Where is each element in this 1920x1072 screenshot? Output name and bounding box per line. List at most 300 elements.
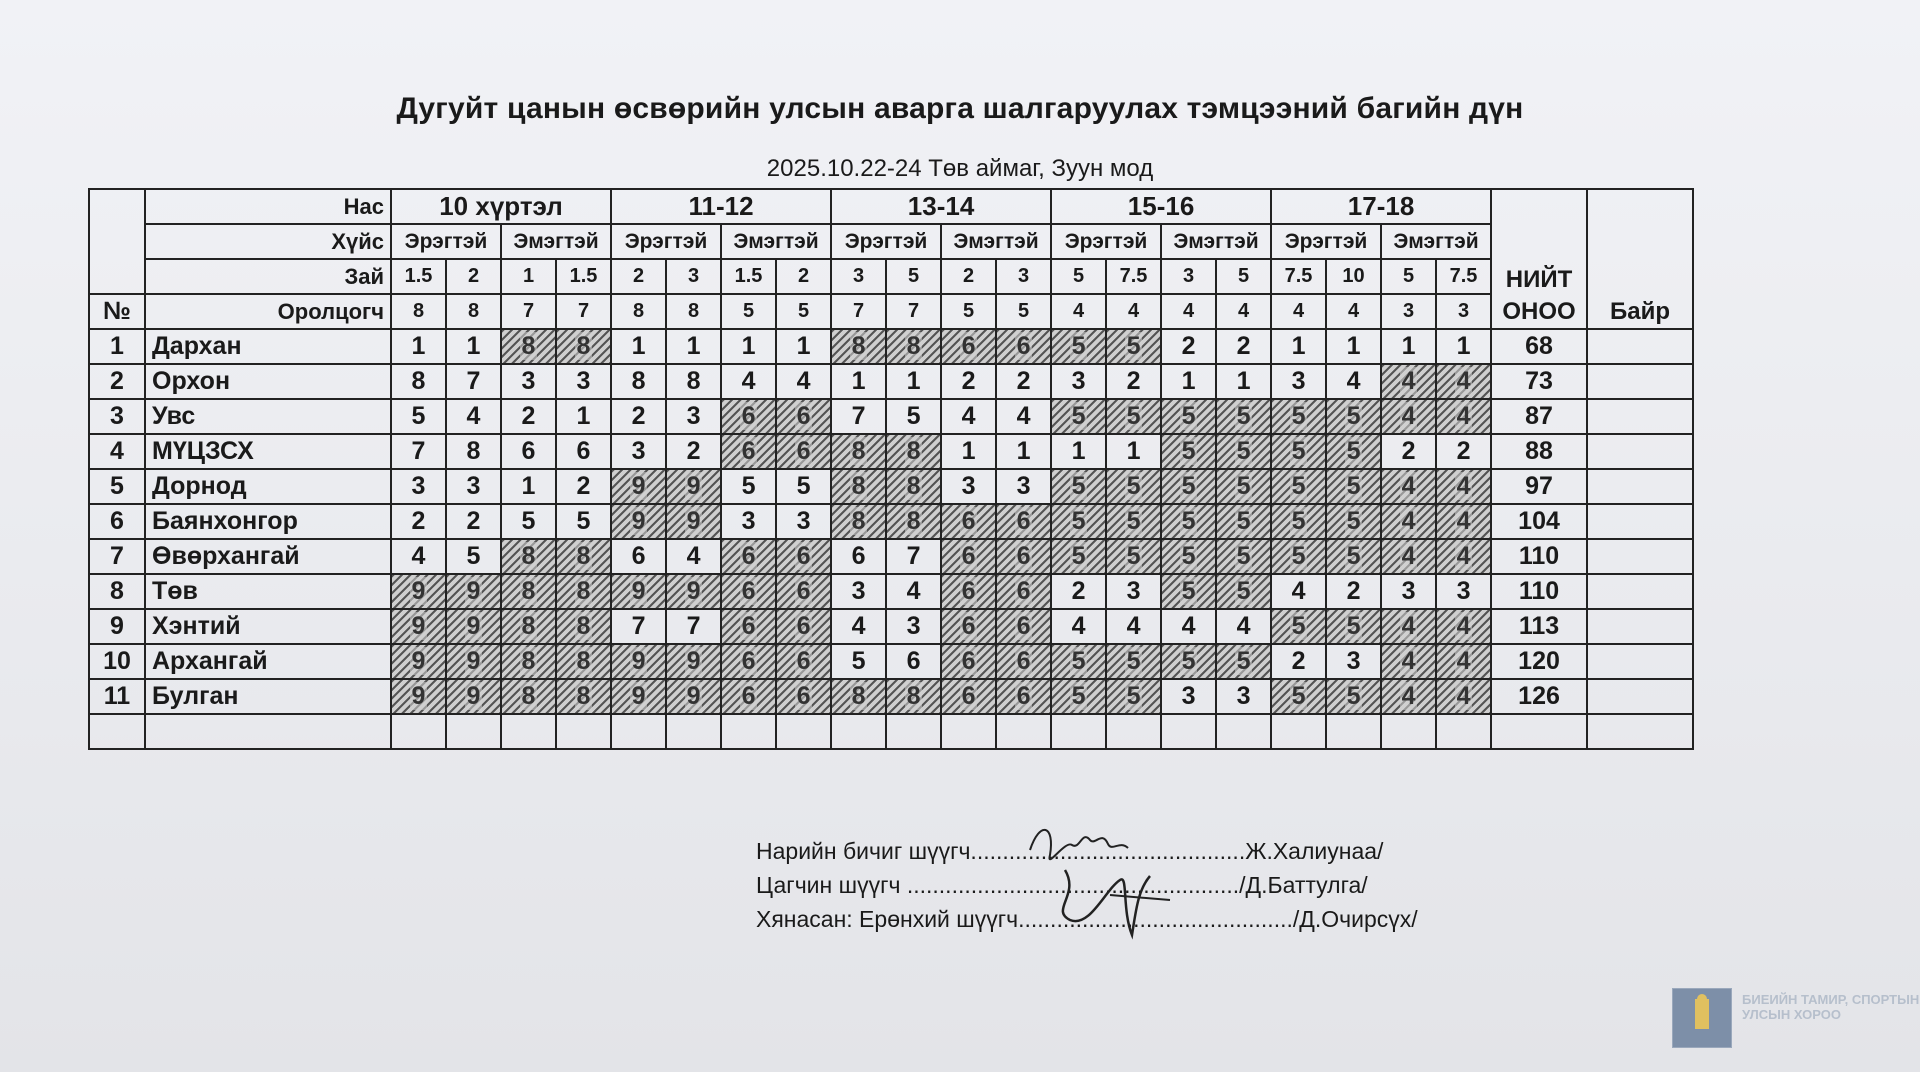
score-value: 5 bbox=[521, 507, 536, 535]
age-group-header: 13-14 bbox=[831, 189, 1051, 224]
score-value: 3 bbox=[576, 367, 591, 395]
score-value: 5 bbox=[1291, 682, 1306, 710]
score-value: 5 bbox=[1236, 542, 1251, 570]
score-cell-hatched bbox=[831, 329, 886, 364]
score-cell bbox=[666, 329, 721, 364]
distance-cell: 7.5 bbox=[1106, 259, 1161, 294]
table-row bbox=[89, 574, 1693, 609]
score-cell bbox=[1051, 364, 1106, 399]
score-cell-hatched bbox=[556, 644, 611, 679]
signature-line-timer: Цагчин шүүгч ..................................................../Д.Баттулга/ bbox=[756, 872, 1368, 898]
score-value: 3 bbox=[741, 507, 756, 535]
score-value: 8 bbox=[521, 647, 536, 675]
score-value: 3 bbox=[851, 577, 866, 605]
distance-cell: 7.5 bbox=[1436, 259, 1491, 294]
document-subtitle: 2025.10.22-24 Төв аймаг, Зуун мод bbox=[766, 155, 1154, 182]
score-cell bbox=[1106, 609, 1161, 644]
empty-cell bbox=[666, 714, 721, 749]
row-number: 8 bbox=[89, 574, 145, 609]
score-cell-hatched bbox=[1161, 644, 1216, 679]
score-cell bbox=[611, 399, 666, 434]
score-value: 5 bbox=[906, 402, 921, 430]
score-value: 4 bbox=[411, 542, 426, 570]
total-score: 88 bbox=[1491, 434, 1587, 469]
score-cell-hatched bbox=[1326, 469, 1381, 504]
row-number: 11 bbox=[89, 679, 145, 714]
score-cell-hatched bbox=[1326, 504, 1381, 539]
score-value: 5 bbox=[1181, 542, 1196, 570]
score-value: 3 bbox=[466, 472, 481, 500]
score-value: 2 bbox=[961, 367, 976, 395]
score-value: 9 bbox=[411, 577, 426, 605]
score-value: 6 bbox=[961, 612, 976, 640]
score-value: 6 bbox=[961, 332, 976, 360]
score-value: 2 bbox=[576, 472, 591, 500]
team-name: Баянхонгор bbox=[145, 504, 391, 539]
participants-cell: 4 bbox=[1271, 294, 1326, 329]
score-value: 8 bbox=[906, 507, 921, 535]
score-value: 4 bbox=[1401, 542, 1416, 570]
distance-cell: 1.5 bbox=[556, 259, 611, 294]
score-cell-hatched bbox=[1216, 434, 1271, 469]
score-cell-hatched bbox=[831, 504, 886, 539]
score-value: 8 bbox=[411, 367, 426, 395]
score-cell-hatched bbox=[391, 644, 446, 679]
empty-cell bbox=[89, 714, 145, 749]
score-cell-hatched bbox=[1161, 504, 1216, 539]
sex-header: Эмэгтэй bbox=[1381, 224, 1491, 259]
score-value: 1 bbox=[796, 332, 811, 360]
score-cell-hatched bbox=[1051, 539, 1106, 574]
score-cell bbox=[1381, 329, 1436, 364]
score-cell-hatched bbox=[666, 679, 721, 714]
score-cell bbox=[721, 469, 776, 504]
score-cell-hatched bbox=[1436, 609, 1491, 644]
score-cell bbox=[556, 364, 611, 399]
score-cell-hatched bbox=[1161, 539, 1216, 574]
score-value: 5 bbox=[1291, 507, 1306, 535]
sex-header: Эрэгтэй bbox=[1271, 224, 1381, 259]
score-cell bbox=[391, 364, 446, 399]
score-value: 9 bbox=[686, 507, 701, 535]
mongolian-emblem-logo bbox=[1672, 988, 1732, 1048]
logo-line-2: УЛСЫН ХОРОО bbox=[1742, 1007, 1841, 1022]
score-cell-hatched bbox=[1051, 504, 1106, 539]
score-value: 8 bbox=[851, 332, 866, 360]
score-value: 5 bbox=[1346, 682, 1361, 710]
score-value: 2 bbox=[521, 402, 536, 430]
team-name: Булган bbox=[145, 679, 391, 714]
score-cell bbox=[611, 364, 666, 399]
total-score: 126 bbox=[1491, 679, 1587, 714]
score-value: 4 bbox=[1456, 472, 1471, 500]
empty-cell bbox=[1381, 714, 1436, 749]
score-cell-hatched bbox=[501, 609, 556, 644]
score-cell bbox=[391, 399, 446, 434]
results-table bbox=[88, 188, 1694, 750]
score-cell bbox=[391, 469, 446, 504]
score-cell-hatched bbox=[721, 539, 776, 574]
score-cell-hatched bbox=[721, 644, 776, 679]
score-value: 4 bbox=[1236, 612, 1251, 640]
score-cell bbox=[886, 574, 941, 609]
score-value: 3 bbox=[1181, 682, 1196, 710]
score-value: 5 bbox=[466, 542, 481, 570]
score-cell-hatched bbox=[776, 399, 831, 434]
score-value: 6 bbox=[521, 437, 536, 465]
score-cell bbox=[446, 434, 501, 469]
score-cell bbox=[446, 504, 501, 539]
score-cell bbox=[501, 364, 556, 399]
score-cell-hatched bbox=[666, 574, 721, 609]
score-cell bbox=[501, 469, 556, 504]
signature-line-chief: Хянасан: Ерөнхий шүүгч.........................................../Д.Очирсүх/ bbox=[756, 906, 1418, 932]
score-value: 9 bbox=[631, 682, 646, 710]
total-score: 104 bbox=[1491, 504, 1587, 539]
score-cell bbox=[666, 364, 721, 399]
score-cell-hatched bbox=[1271, 434, 1326, 469]
place-cell bbox=[1587, 329, 1693, 364]
score-value: 8 bbox=[851, 682, 866, 710]
score-cell-hatched bbox=[1216, 469, 1271, 504]
distance-cell: 5 bbox=[1051, 259, 1106, 294]
score-cell bbox=[941, 434, 996, 469]
score-value: 1 bbox=[851, 367, 866, 395]
team-name: Орхон bbox=[145, 364, 391, 399]
score-cell-hatched bbox=[1381, 399, 1436, 434]
distance-cell: 3 bbox=[666, 259, 721, 294]
score-cell-hatched bbox=[446, 644, 501, 679]
score-value: 5 bbox=[1346, 612, 1361, 640]
score-cell bbox=[1436, 574, 1491, 609]
score-cell-hatched bbox=[611, 679, 666, 714]
score-cell bbox=[1271, 329, 1326, 364]
score-value: 4 bbox=[1126, 612, 1141, 640]
score-value: 3 bbox=[411, 472, 426, 500]
table-row bbox=[89, 504, 1693, 539]
distance-cell: 2 bbox=[776, 259, 831, 294]
participants-cell: 8 bbox=[666, 294, 721, 329]
score-value: 8 bbox=[521, 542, 536, 570]
total-label-2: ОНОО bbox=[1502, 298, 1576, 325]
score-cell-hatched bbox=[1436, 539, 1491, 574]
score-value: 6 bbox=[796, 437, 811, 465]
total-header bbox=[1491, 189, 1587, 329]
score-value: 5 bbox=[1236, 437, 1251, 465]
team-name: Дорнод bbox=[145, 469, 391, 504]
score-value: 2 bbox=[1456, 437, 1471, 465]
score-cell bbox=[721, 504, 776, 539]
score-value: 8 bbox=[521, 612, 536, 640]
score-value: 2 bbox=[411, 507, 426, 535]
score-value: 5 bbox=[1126, 472, 1141, 500]
empty-cell bbox=[145, 714, 391, 749]
score-value: 6 bbox=[1016, 612, 1031, 640]
score-value: 4 bbox=[1456, 507, 1471, 535]
score-value: 6 bbox=[796, 402, 811, 430]
score-cell-hatched bbox=[1436, 469, 1491, 504]
score-cell-hatched bbox=[666, 504, 721, 539]
score-cell-hatched bbox=[556, 539, 611, 574]
score-value: 6 bbox=[741, 577, 756, 605]
score-cell-hatched bbox=[1436, 364, 1491, 399]
score-value: 4 bbox=[1181, 612, 1196, 640]
age-row bbox=[89, 189, 1693, 224]
total-score: 110 bbox=[1491, 574, 1587, 609]
score-value: 6 bbox=[741, 682, 756, 710]
score-cell-hatched bbox=[1051, 469, 1106, 504]
empty-cell bbox=[1161, 714, 1216, 749]
score-value: 3 bbox=[1346, 647, 1361, 675]
score-value: 6 bbox=[741, 542, 756, 570]
score-cell-hatched bbox=[1216, 644, 1271, 679]
score-value: 3 bbox=[1456, 577, 1471, 605]
score-cell-hatched bbox=[996, 609, 1051, 644]
score-value: 5 bbox=[1126, 332, 1141, 360]
score-cell bbox=[446, 364, 501, 399]
score-value: 6 bbox=[1016, 577, 1031, 605]
participants-cell: 4 bbox=[1161, 294, 1216, 329]
distance-cell: 5 bbox=[1216, 259, 1271, 294]
score-value: 4 bbox=[1456, 682, 1471, 710]
score-value: 1 bbox=[1401, 332, 1416, 360]
distance-cell: 10 bbox=[1326, 259, 1381, 294]
sex-header: Эрэгтэй bbox=[611, 224, 721, 259]
score-cell-hatched bbox=[1436, 399, 1491, 434]
row-number: 2 bbox=[89, 364, 145, 399]
score-cell-hatched bbox=[941, 504, 996, 539]
score-value: 4 bbox=[1401, 367, 1416, 395]
total-score: 113 bbox=[1491, 609, 1587, 644]
score-cell-hatched bbox=[996, 644, 1051, 679]
row-number: 9 bbox=[89, 609, 145, 644]
score-value: 1 bbox=[1291, 332, 1306, 360]
score-cell-hatched bbox=[501, 644, 556, 679]
score-cell bbox=[611, 539, 666, 574]
place-cell bbox=[1587, 539, 1693, 574]
place-cell bbox=[1587, 399, 1693, 434]
score-cell-hatched bbox=[501, 329, 556, 364]
score-value: 4 bbox=[1071, 612, 1086, 640]
score-cell-hatched bbox=[1051, 679, 1106, 714]
score-cell-hatched bbox=[776, 644, 831, 679]
score-value: 3 bbox=[961, 472, 976, 500]
row-number: 7 bbox=[89, 539, 145, 574]
score-cell-hatched bbox=[556, 329, 611, 364]
score-value: 5 bbox=[1126, 402, 1141, 430]
empty-cell bbox=[1271, 714, 1326, 749]
score-cell-hatched bbox=[1216, 399, 1271, 434]
empty-cell bbox=[941, 714, 996, 749]
score-value: 6 bbox=[961, 577, 976, 605]
table-row bbox=[89, 679, 1693, 714]
score-cell-hatched bbox=[941, 574, 996, 609]
participants-cell: 4 bbox=[1051, 294, 1106, 329]
score-value: 6 bbox=[576, 437, 591, 465]
empty-cell bbox=[1216, 714, 1271, 749]
score-cell-hatched bbox=[1436, 644, 1491, 679]
score-cell-hatched bbox=[886, 434, 941, 469]
score-value: 8 bbox=[576, 542, 591, 570]
score-cell-hatched bbox=[886, 469, 941, 504]
place-cell bbox=[1587, 679, 1693, 714]
place-cell bbox=[1587, 364, 1693, 399]
score-value: 9 bbox=[466, 647, 481, 675]
score-value: 5 bbox=[1071, 402, 1086, 430]
score-cell-hatched bbox=[1326, 679, 1381, 714]
score-cell bbox=[666, 434, 721, 469]
score-cell bbox=[996, 469, 1051, 504]
score-value: 3 bbox=[1401, 577, 1416, 605]
score-value: 7 bbox=[411, 437, 426, 465]
score-value: 3 bbox=[521, 367, 536, 395]
score-value: 5 bbox=[1291, 612, 1306, 640]
score-cell bbox=[831, 644, 886, 679]
score-value: 9 bbox=[466, 612, 481, 640]
empty-cell bbox=[1436, 714, 1491, 749]
score-value: 5 bbox=[1291, 472, 1306, 500]
score-cell-hatched bbox=[1271, 504, 1326, 539]
score-cell-hatched bbox=[886, 504, 941, 539]
score-cell bbox=[1161, 364, 1216, 399]
score-value: 8 bbox=[576, 682, 591, 710]
score-cell bbox=[941, 364, 996, 399]
score-cell bbox=[666, 609, 721, 644]
score-cell-hatched bbox=[1161, 434, 1216, 469]
score-cell bbox=[831, 574, 886, 609]
score-cell bbox=[391, 329, 446, 364]
place-cell bbox=[1587, 469, 1693, 504]
score-cell-hatched bbox=[611, 644, 666, 679]
score-value: 4 bbox=[1456, 402, 1471, 430]
score-value: 2 bbox=[1016, 367, 1031, 395]
score-cell-hatched bbox=[776, 539, 831, 574]
team-name: Хэнтий bbox=[145, 609, 391, 644]
score-cell bbox=[1271, 574, 1326, 609]
score-cell-hatched bbox=[831, 434, 886, 469]
score-cell-hatched bbox=[446, 609, 501, 644]
sex-header: Эмэгтэй bbox=[941, 224, 1051, 259]
score-cell bbox=[886, 364, 941, 399]
score-cell bbox=[446, 469, 501, 504]
score-cell-hatched bbox=[1271, 399, 1326, 434]
score-cell-hatched bbox=[721, 679, 776, 714]
emblem-icon bbox=[1673, 989, 1731, 1047]
participants-cell: 4 bbox=[1326, 294, 1381, 329]
score-cell-hatched bbox=[501, 679, 556, 714]
score-value: 6 bbox=[1016, 542, 1031, 570]
score-value: 7 bbox=[906, 542, 921, 570]
score-cell-hatched bbox=[1381, 364, 1436, 399]
distance-cell: 5 bbox=[1381, 259, 1436, 294]
table-row bbox=[89, 644, 1693, 679]
empty-cell bbox=[556, 714, 611, 749]
score-cell bbox=[1106, 434, 1161, 469]
score-value: 8 bbox=[906, 437, 921, 465]
score-cell-hatched bbox=[391, 679, 446, 714]
score-cell bbox=[611, 609, 666, 644]
score-value: 6 bbox=[796, 612, 811, 640]
score-cell bbox=[1106, 364, 1161, 399]
score-value: 4 bbox=[1456, 647, 1471, 675]
participants-cell: 3 bbox=[1436, 294, 1491, 329]
empty-cell bbox=[391, 714, 446, 749]
score-cell-hatched bbox=[1106, 679, 1161, 714]
committee-logo-text bbox=[1742, 992, 1919, 1022]
score-cell bbox=[666, 399, 721, 434]
score-cell bbox=[776, 469, 831, 504]
score-cell-hatched bbox=[1326, 539, 1381, 574]
score-value: 2 bbox=[1401, 437, 1416, 465]
table-row bbox=[89, 329, 1693, 364]
score-cell-hatched bbox=[1051, 399, 1106, 434]
score-value: 5 bbox=[1291, 437, 1306, 465]
score-value: 8 bbox=[576, 612, 591, 640]
distance-row bbox=[89, 259, 1693, 294]
participants-cell: 3 bbox=[1381, 294, 1436, 329]
score-value: 5 bbox=[1291, 402, 1306, 430]
score-value: 5 bbox=[1346, 542, 1361, 570]
sex-header: Эмэгтэй bbox=[501, 224, 611, 259]
score-value: 9 bbox=[466, 682, 481, 710]
score-value: 4 bbox=[1291, 577, 1306, 605]
score-cell bbox=[886, 609, 941, 644]
participants-label: Оролцогч bbox=[145, 294, 391, 329]
score-value: 9 bbox=[411, 647, 426, 675]
score-value: 8 bbox=[576, 332, 591, 360]
score-cell-hatched bbox=[1051, 329, 1106, 364]
handwritten-signatures bbox=[1010, 800, 1190, 950]
score-value: 5 bbox=[796, 472, 811, 500]
distance-cell: 1.5 bbox=[391, 259, 446, 294]
participants-row bbox=[89, 294, 1693, 329]
score-value: 5 bbox=[1181, 472, 1196, 500]
score-cell-hatched bbox=[776, 574, 831, 609]
score-cell-hatched bbox=[996, 539, 1051, 574]
score-cell-hatched bbox=[1271, 679, 1326, 714]
score-value: 6 bbox=[796, 682, 811, 710]
score-value: 4 bbox=[1401, 507, 1416, 535]
score-cell-hatched bbox=[446, 679, 501, 714]
score-cell-hatched bbox=[1106, 469, 1161, 504]
score-value: 1 bbox=[1016, 437, 1031, 465]
score-cell-hatched bbox=[1106, 644, 1161, 679]
score-value: 4 bbox=[1456, 542, 1471, 570]
score-cell bbox=[831, 609, 886, 644]
participants-cell: 5 bbox=[941, 294, 996, 329]
score-value: 5 bbox=[1236, 507, 1251, 535]
score-value: 6 bbox=[741, 647, 756, 675]
score-cell bbox=[831, 364, 886, 399]
score-value: 4 bbox=[1401, 472, 1416, 500]
score-cell bbox=[776, 329, 831, 364]
score-cell-hatched bbox=[1381, 644, 1436, 679]
score-cell-hatched bbox=[1381, 609, 1436, 644]
score-value: 6 bbox=[1016, 507, 1031, 535]
score-value: 1 bbox=[1071, 437, 1086, 465]
score-cell-hatched bbox=[1271, 609, 1326, 644]
score-value: 5 bbox=[1236, 472, 1251, 500]
score-value: 5 bbox=[1346, 507, 1361, 535]
score-value: 4 bbox=[1456, 612, 1471, 640]
score-value: 4 bbox=[1401, 647, 1416, 675]
empty-cell bbox=[1326, 714, 1381, 749]
score-value: 8 bbox=[906, 682, 921, 710]
score-cell-hatched bbox=[1161, 574, 1216, 609]
score-cell bbox=[1051, 574, 1106, 609]
empty-cell bbox=[1051, 714, 1106, 749]
participants-cell: 4 bbox=[1216, 294, 1271, 329]
